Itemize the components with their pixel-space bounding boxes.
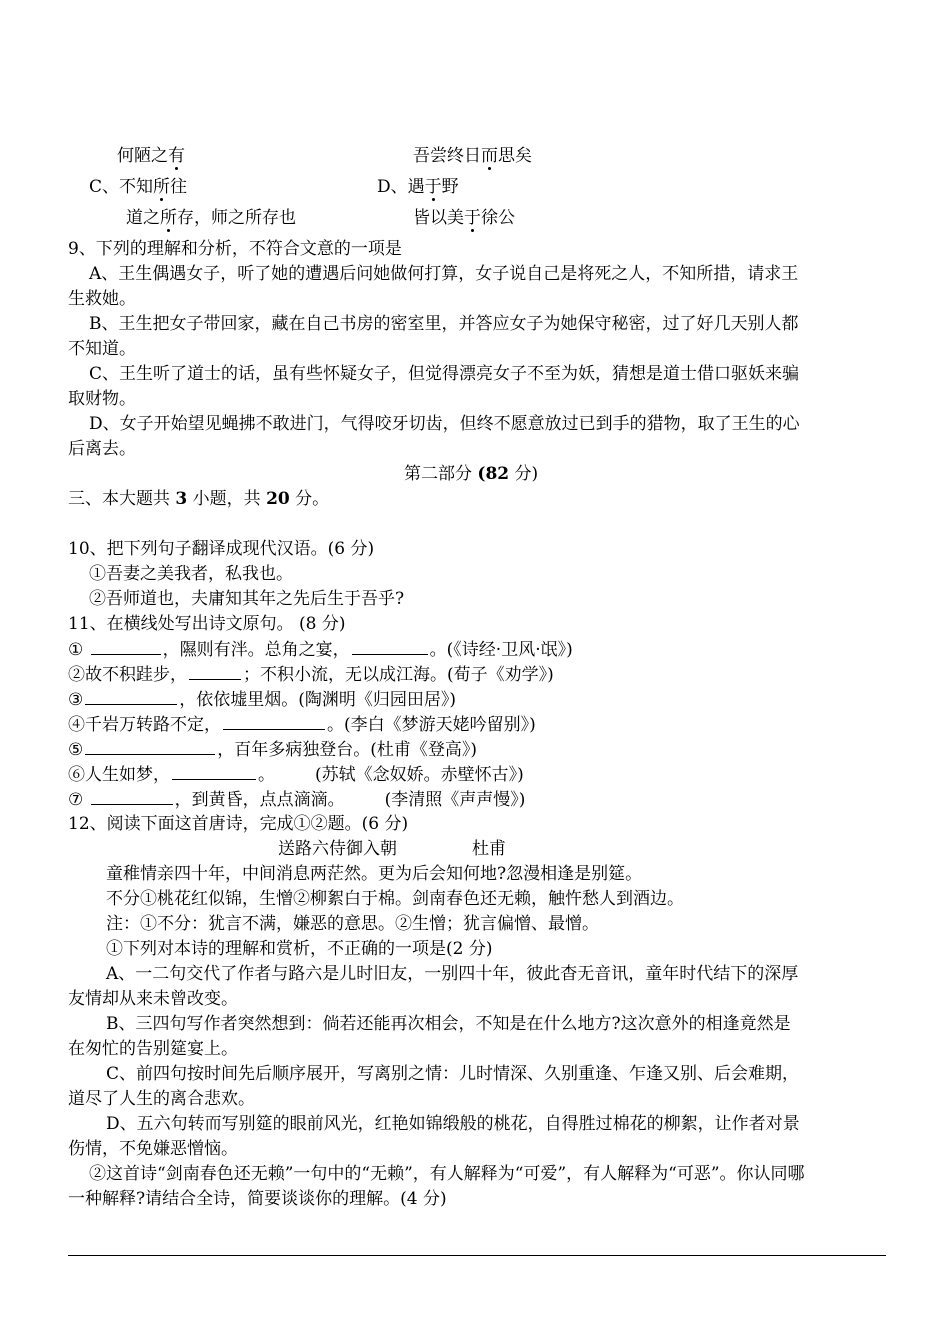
q12-option-b: B、三四句写作者突然想到：倘若还能再次相会，不知是在什么地方?这次意外的相逢竟然是 xyxy=(106,1014,791,1034)
q9-stem: 9、下列的理解和分析，不符合文意的一项是 xyxy=(68,239,402,259)
answer-blank xyxy=(85,737,215,755)
q11-line-1: ① ，隰则有泮。总角之宴， 。(《诗经·卫风·氓》) xyxy=(68,637,573,662)
q12-option-a-cont: 友情却从来未曾改变。 xyxy=(68,989,238,1009)
answer-blank xyxy=(172,762,256,780)
q9-option-d: D、女子开始望见蝇拂不敢进门，气得咬牙切齿，但终不愿意放过已到手的猎物，取了王生的心 xyxy=(89,414,800,434)
answer-blank xyxy=(352,637,428,655)
q10-sentence-1: ①吾妻之美我者，私我也。 xyxy=(89,564,293,584)
q9-option-a: A、王生偶遇女子，听了她的遭遇后问她做何打算，女子说自己是将死之人，不知所措，请求王 xyxy=(89,264,799,284)
q12-sub1-stem: ①下列对本诗的理解和赏析，不正确的一项是(2 分) xyxy=(106,939,493,959)
q8-option-c-item2: 道之所存，师之所存也 xyxy=(126,208,296,228)
q9-option-b-cont: 不知道。 xyxy=(68,339,136,359)
q8-option-d-item1: D、遇于野 xyxy=(377,177,459,197)
answer-blank xyxy=(189,662,241,680)
q9-option-c-cont: 取财物。 xyxy=(68,389,136,409)
answer-blank xyxy=(91,637,161,655)
q12-sub2-stem-cont: 一种解释?请结合全诗，简要谈谈你的理解。(4 分) xyxy=(68,1189,447,1209)
q8-option-d-item2: 皆以美于徐公 xyxy=(413,208,515,228)
q11-line-5: ⑤ ，百年多病独登台。(杜甫《登高》) xyxy=(68,737,477,762)
q12-option-c: C、前四句按时间先后顺序展开，写离别之情：儿时情深、久别重逢、乍逢又别、后会难期， xyxy=(106,1064,800,1084)
q8-option-c-item1: C、不知所往 xyxy=(89,177,188,197)
q10-stem: 10、把下列句子翻译成现代汉语。(6 分) xyxy=(68,539,375,559)
q9-option-b: B、王生把女子带回家，藏在自己书房的密室里，并答应女子为她保守秘密，过了好几天别人都 xyxy=(89,314,799,334)
q12-option-d: D、五六句转而写别筵的眼前风光，红艳如锦缎般的桃花，自得胜过棉花的柳絮，让作者对景 xyxy=(106,1114,800,1134)
answer-blank xyxy=(85,687,177,705)
q12-option-b-cont: 在匆忙的告别筵宴上。 xyxy=(68,1039,238,1059)
poem-line-1: 童稚情亲四十年，中间消息两茫然。更为后会知何地?忽漫相逢是别筵。 xyxy=(106,864,643,884)
q11-line-7: ⑦ ，到黄昏，点点滴滴。 (李清照《声声慢》) xyxy=(68,787,525,812)
q11-line-2: ②故不积跬步， ；不积小流，无以成江海。(荀子《劝学》) xyxy=(68,662,554,687)
q12-option-a: A、一二句交代了作者与路六是儿时旧友，一别四十年，彼此杳无音讯，童年时代结下的深厚 xyxy=(106,964,799,984)
q11-line-3: ③ ，依依墟里烟。(陶渊明《归园田居》) xyxy=(68,687,456,712)
q12-option-c-cont: 道尽了人生的离合悲欢。 xyxy=(68,1089,255,1109)
q11-line-6: ⑥人生如梦， 。 (苏轼《念奴娇。赤壁怀古》) xyxy=(68,762,524,787)
q9-option-a-cont: 生救她。 xyxy=(68,289,136,309)
poem-author: 杜甫 xyxy=(472,839,506,859)
poem-line-2: 不分①桃花红似锦，生憎②柳絮白于棉。剑南春色还无赖，触忤愁人到酒边。 xyxy=(106,889,684,909)
q11-stem: 11、在横线处写出诗文原句。 (8 分) xyxy=(68,614,346,634)
q12-stem: 12、阅读下面这首唐诗，完成①②题。(6 分) xyxy=(68,814,409,834)
q8-option-b-item1: 何陋之有 xyxy=(117,146,185,166)
answer-blank xyxy=(91,787,173,805)
footer-divider xyxy=(68,1255,886,1256)
q12-sub2-stem: ②这首诗“剑南春色还无赖”一句中的“无赖”，有人解释为“可爱”，有人解释为“可恶”。你认同哪 xyxy=(89,1164,805,1184)
q9-option-c: C、王生听了道士的话，虽有些怀疑女子，但觉得漂亮女子不至为妖，猜想是道士借口驱妖来骗 xyxy=(89,364,800,384)
q12-option-d-cont: 伤情，不免嫌恶憎恼。 xyxy=(68,1139,238,1159)
poem-title: 送路六侍御入朝 xyxy=(278,839,397,859)
q11-line-4: ④千岩万转路不定， 。(李白《梦游天姥吟留别》) xyxy=(68,712,536,737)
q10-sentence-2: ②吾师道也，夫庸知其年之先后生于吾乎? xyxy=(89,589,405,609)
poem-note: 注：①不分：犹言不满，嫌恶的意思。②生憎；犹言偏憎、最憎。 xyxy=(106,914,599,934)
answer-blank xyxy=(223,712,325,730)
part2-title: 第二部分 (82 分) xyxy=(404,464,539,484)
q8-option-b-item2: 吾尝终日而思矣 xyxy=(413,146,532,166)
section3-heading: 三、本大题共 3 小题，共 20 分。 xyxy=(68,489,330,509)
q9-option-d-cont: 后离去。 xyxy=(68,439,136,459)
